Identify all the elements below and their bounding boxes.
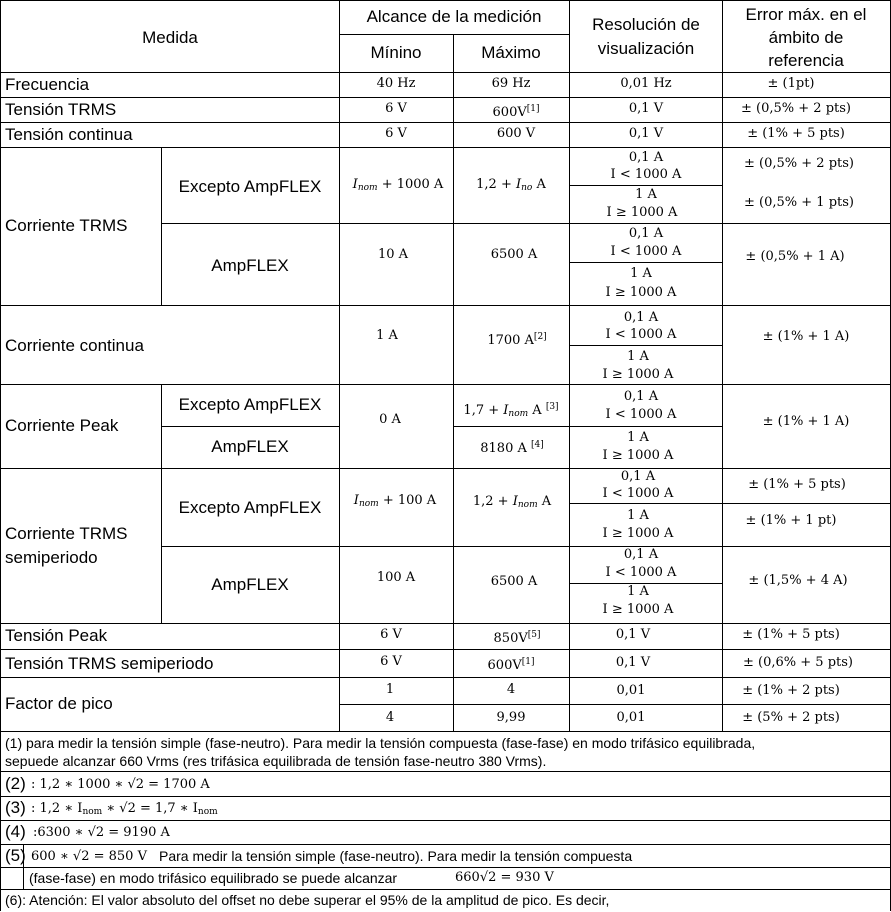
- note-5-text: Para medir la tensión simple (fase-neutro). Para medir la tensión compuesta: [159, 848, 633, 864]
- note-1-line-1: (1) para medir la tensión simple (fase-neutro). Para medir la tensión compuesta (fase-fase) en modo trifásico equilibrada,: [5, 735, 756, 751]
- note-1-line-2: sepuede alcanzar 660 Vrms (res trifásica equilibrada de tensión fase-neutro 380 Vrms).: [5, 753, 547, 769]
- row-label-corriente-trms: Corriente TRMS: [5, 216, 128, 235]
- tension-peak-res: 0,1 V: [615, 627, 651, 642]
- corriente-trms-ampflex-min: 10 A: [377, 247, 409, 262]
- factor-pico-r1-err: ± (1% + 2 pts): [742, 683, 840, 698]
- header-error-3: referencia: [768, 51, 844, 70]
- frecuencia-err: ± (1pt): [767, 76, 815, 91]
- corriente-semi-excepto-res1-b: I < 1000 A: [602, 486, 674, 501]
- corriente-peak-ampflex-label: AmpFLEX: [211, 437, 289, 456]
- corriente-trms-excepto-res1-a: 0,1 A: [628, 150, 664, 165]
- tension-peak-max: 850V[5]: [493, 630, 541, 646]
- note-5-text-2: (fase-fase) en modo trifásico equilibrado se puede alcanzar: [29, 870, 398, 886]
- corriente-peak-excepto-label: Excepto AmpFLEX: [178, 395, 322, 414]
- corriente-semi-excepto-err2: ± (1% + 1 pt): [745, 513, 837, 528]
- row-label-corriente-continua: Corriente continua: [5, 336, 144, 355]
- corriente-trms-excepto-max: $1,2 + I_{no}$ A: [476, 177, 546, 193]
- corriente-trms-ampflex-res2-b: I ≥ 1000 A: [605, 285, 677, 300]
- corriente-trms-ampflex-max: 6500 A: [490, 247, 538, 262]
- tension-continua-min: 6 V: [385, 126, 407, 141]
- header-error-2: ámbito de: [768, 28, 844, 47]
- tension-peak-min: 6 V: [380, 627, 402, 642]
- corriente-semi-ampflex-res1-b: I < 1000 A: [605, 565, 677, 580]
- corriente-trms-excepto-res2-a: 1 A: [635, 187, 657, 202]
- corriente-peak-res1-b: I < 1000 A: [605, 407, 677, 422]
- corriente-semi-excepto-res2-a: 1 A: [627, 508, 649, 523]
- row-label-tension-continua: Tensión continua: [5, 125, 133, 144]
- corriente-peak-min: 0 A: [379, 412, 401, 427]
- factor-pico-r1-max: 4: [506, 682, 516, 697]
- tension-trms-err: ± (0,5% + 2 pts): [741, 101, 851, 116]
- corriente-semi-excepto-res1-a: 0,1 A: [620, 469, 656, 484]
- header-medida: Medida: [142, 28, 198, 47]
- corriente-peak-err: ± (1% + 1 A): [762, 414, 850, 429]
- row-label-corriente-semi-1: Corriente TRMS: [5, 524, 128, 543]
- corriente-continua-res1-b: I < 1000 A: [605, 327, 677, 342]
- corriente-trms-excepto-min: $I_{nom} + 1000$ A: [352, 177, 444, 193]
- tension-continua-max: 600 V: [496, 126, 536, 141]
- tension-semi-max: 600V[1]: [487, 657, 535, 673]
- corriente-semi-ampflex-max: 6500 A: [490, 574, 538, 589]
- corriente-semi-ampflex-min: 100 A: [376, 570, 416, 585]
- corriente-semi-excepto-err1: ± (1% + 5 pts): [748, 477, 846, 492]
- corriente-trms-ampflex-res1-b: I < 1000 A: [610, 244, 682, 259]
- corriente-continua-max: 1700 A[2]: [487, 332, 547, 348]
- note-5-formula: 600 ∗ √2 = 850 V: [31, 849, 147, 864]
- note-3-label: (3): [5, 798, 26, 817]
- header-resolucion-2: visualización: [597, 39, 695, 58]
- tension-semi-res: 0,1 V: [615, 655, 651, 670]
- tension-continua-res: 0,1 V: [628, 126, 664, 141]
- note-3-formula: : 1,2 ∗ $I_{nom}$ ∗ √2 = 1,7 ∗ $I_{nom}$: [31, 801, 218, 817]
- corriente-semi-ampflex-res2-b: I ≥ 1000 A: [602, 602, 674, 617]
- note-2-formula: : 1,2 ∗ 1000 ∗ √2 = 1700 A: [31, 777, 210, 792]
- factor-pico-r2-err: ± (5% + 2 pts): [742, 710, 840, 725]
- note-5-formula-2: 660√2 = 930 V: [455, 870, 554, 885]
- note-4-formula: :6300 ∗ √2 = 9190 A: [33, 825, 170, 840]
- factor-pico-r2-res: 0,01: [616, 710, 646, 725]
- corriente-continua-err: ± (1% + 1 A): [762, 329, 850, 344]
- header-error-1: Error máx. en el: [745, 5, 867, 24]
- corriente-trms-ampflex-res2-a: 1 A: [630, 266, 652, 281]
- tension-trms-res: 0,1 V: [628, 101, 664, 116]
- note-5-label: (5): [5, 846, 26, 865]
- corriente-trms-excepto-res2-b: I ≥ 1000 A: [606, 205, 678, 220]
- factor-pico-r2-max: 9,99: [496, 710, 526, 725]
- note-2-label: (2): [5, 774, 26, 793]
- corriente-semi-excepto-max: $1,2 + I_{nom}$ A: [472, 494, 552, 510]
- corriente-trms-ampflex-label: AmpFLEX: [211, 256, 289, 275]
- row-label-factor-pico: Factor de pico: [5, 694, 113, 713]
- corriente-peak-max2: 8180 A [4]: [480, 440, 544, 456]
- tension-semi-min: 6 V: [380, 654, 402, 669]
- header-minimo: Mínino: [370, 43, 422, 62]
- corriente-trms-excepto-err2: ± (0,5% + 1 pts): [744, 195, 854, 210]
- corriente-trms-excepto-res1-b: I < 1000 A: [610, 167, 682, 182]
- header-alcance: Alcance de la medición: [366, 7, 542, 26]
- factor-pico-r1-res: 0,01: [616, 683, 646, 698]
- header-resolucion-1: Resolución de: [592, 15, 700, 34]
- corriente-semi-ampflex-err: ± (1,5% + 4 A): [748, 573, 848, 588]
- corriente-semi-ampflex-label: AmpFLEX: [211, 575, 289, 594]
- row-label-tension-trms: Tensión TRMS: [5, 100, 117, 119]
- factor-pico-r2-min: 4: [385, 710, 395, 725]
- row-label-frecuencia: Frecuencia: [5, 75, 90, 94]
- header-maximo: Máximo: [481, 43, 541, 62]
- note-6: (6): Atención: El valor absoluto del offset no debe superar el 95% de la amplitud de pico. Es decir,: [5, 892, 610, 908]
- tension-trms-min: 6 V: [385, 101, 407, 116]
- corriente-peak-res1-a: 0,1 A: [623, 389, 659, 404]
- corriente-continua-res2-b: I ≥ 1000 A: [602, 367, 674, 382]
- frecuencia-min: 40 Hz: [376, 76, 416, 91]
- corriente-trms-ampflex-err: ± (0,5% + 1 A): [745, 249, 845, 264]
- tension-semi-err: ± (0,6% + 5 pts): [743, 655, 853, 670]
- corriente-semi-excepto-res2-b: I ≥ 1000 A: [602, 526, 674, 541]
- corriente-semi-ampflex-res2-a: 1 A: [627, 584, 649, 599]
- corriente-peak-res2-a: 1 A: [627, 430, 649, 445]
- row-label-corriente-semi-2: semiperiodo: [5, 548, 98, 567]
- tension-continua-err: ± (1% + 5 pts): [747, 126, 845, 141]
- corriente-trms-excepto-label: Excepto AmpFLEX: [178, 177, 322, 196]
- tension-peak-err: ± (1% + 5 pts): [742, 627, 840, 642]
- tension-trms-max: 600V[1]: [492, 104, 540, 120]
- row-label-corriente-peak: Corriente Peak: [5, 416, 119, 435]
- note-4-label: (4): [5, 822, 26, 841]
- corriente-semi-excepto-label: Excepto AmpFLEX: [178, 498, 322, 517]
- frecuencia-res: 0,01 Hz: [620, 76, 672, 91]
- row-label-tension-peak: Tensión Peak: [5, 626, 108, 645]
- row-label-tension-semi: Tensión TRMS semiperiodo: [5, 654, 214, 673]
- corriente-continua-res1-a: 0,1 A: [623, 310, 659, 325]
- corriente-continua-res2-a: 1 A: [627, 349, 649, 364]
- corriente-trms-ampflex-res1-a: 0,1 A: [628, 226, 664, 241]
- corriente-peak-res2-b: I ≥ 1000 A: [602, 448, 674, 463]
- corriente-semi-excepto-min: $I_{nom} + 100$ A: [353, 493, 437, 509]
- corriente-semi-ampflex-res1-a: 0,1 A: [623, 547, 659, 562]
- frecuencia-max: 69 Hz: [491, 76, 531, 91]
- corriente-trms-excepto-err1: ± (0,5% + 2 pts): [744, 156, 854, 171]
- factor-pico-r1-min: 1: [385, 682, 395, 697]
- corriente-peak-max1: $1,7 + I_{nom}$ A [3]: [463, 402, 559, 419]
- corriente-continua-min: 1 A: [376, 328, 398, 343]
